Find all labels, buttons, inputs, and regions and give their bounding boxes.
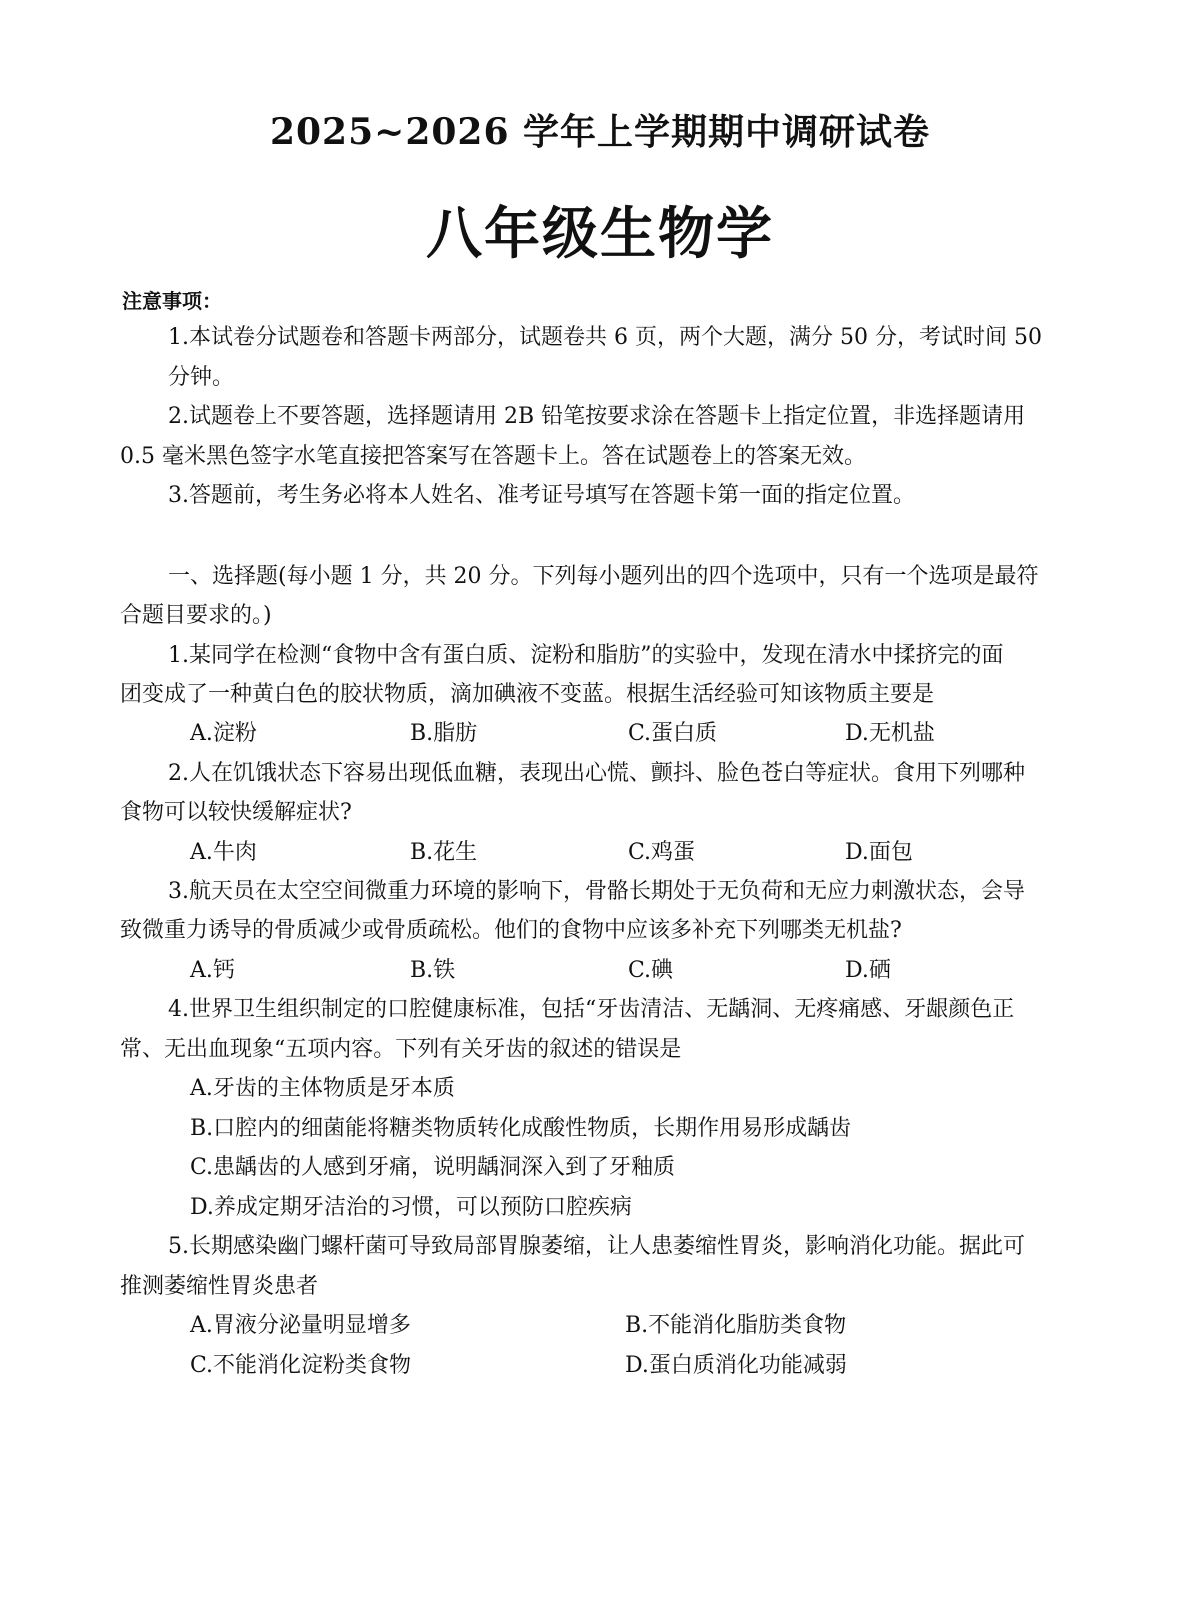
question-2-option-b: B.花生 (410, 840, 478, 865)
notice-item-1-line-2: 分钟。 (168, 365, 235, 390)
question-4-stem-line-1: 4.世界卫生组织制定的口腔健康标准，包括“牙齿清洁、无龋洞、无疼痛感、牙龈颜色正 (168, 997, 1015, 1022)
section-1-intro-line-2: 合题目要求的。) (120, 603, 272, 628)
question-1-stem-line-2: 团变成了一种黄白色的胶状物质，滴加碘液不变蓝。根据生活经验可知该物质主要是 (120, 682, 935, 707)
question-3-option-d: D.硒 (845, 958, 891, 983)
question-1-option-c: C.蛋白质 (628, 721, 718, 746)
question-4-option-c: C.患龋齿的人感到牙痛，说明龋洞深入到了牙釉质 (190, 1155, 676, 1180)
notice-item-2-line-2: 0.5 毫米黑色签字水笔直接把答案写在答题卡上。答在试题卷上的答案无效。 (120, 444, 866, 469)
question-5-stem-line-2: 推测萎缩性胃炎患者 (120, 1274, 319, 1299)
subject-title: 八年级生物学 (426, 201, 774, 267)
question-2-option-c: C.鸡蛋 (628, 840, 696, 865)
question-3-option-b: B.铁 (410, 958, 456, 983)
question-3-stem-line-1: 3.航天员在太空空间微重力环境的影响下，骨骼长期处于无负荷和无应力刺激状态，会导 (168, 879, 1025, 904)
exam-title: 2025~2026 学年上学期期中调研试卷 (269, 111, 931, 153)
question-5-option-b: B.不能消化脂肪类食物 (625, 1313, 847, 1338)
question-4-stem-line-2: 常、无出血现象“五项内容。下列有关牙齿的叙述的错误是 (120, 1037, 682, 1062)
question-2-stem-line-1: 2.人在饥饿状态下容易出现低血糖，表现出心慌、颤抖、脸色苍白等症状。食用下列哪种 (168, 761, 1025, 786)
notice-item-3: 3.答题前，考生务必将本人姓名、准考证号填写在答题卡第一面的指定位置。 (168, 483, 915, 508)
question-5-option-a: A.胃液分泌量明显增多 (190, 1313, 411, 1338)
question-3-option-a: A.钙 (190, 958, 235, 983)
notice-item-2-line-1: 2.试题卷上不要答题，选择题请用 2B 铅笔按要求涂在答题卡上指定位置，非选择题请用 (168, 404, 1026, 429)
question-5-stem-line-1: 5.长期感染幽门螺杆菌可导致局部胃腺萎缩，让人患萎缩性胃炎，影响消化功能。据此可 (168, 1234, 1025, 1259)
section-1-intro-line-1: 一、选择题(每小题 1 分，共 20 分。下列每小题列出的四个选项中，只有一个选项是最符 (168, 564, 1039, 589)
question-4-option-d: D.养成定期牙洁治的习惯，可以预防口腔疾病 (190, 1195, 632, 1220)
question-2-stem-line-2: 食物可以较快缓解症状? (120, 800, 352, 825)
question-1-option-d: D.无机盐 (845, 721, 935, 746)
notice-item-1-line-1: 1.本试卷分试题卷和答题卡两部分，试题卷共 6 页，两个大题，满分 50 分，考试时间 50 (168, 325, 1042, 350)
question-1-option-b: B.脂肪 (410, 721, 478, 746)
question-4-option-b: B.口腔内的细菌能将糖类物质转化成酸性物质，长期作用易形成龋齿 (190, 1116, 852, 1141)
question-2-option-d: D.面包 (845, 840, 913, 865)
question-3-stem-line-2: 致微重力诱导的骨质减少或骨质疏松。他们的食物中应该多补充下列哪类无机盐? (120, 918, 902, 943)
question-2-option-a: A.牛肉 (190, 840, 257, 865)
question-3-option-c: C.碘 (628, 958, 674, 983)
question-5-option-c: C.不能消化淀粉类食物 (190, 1353, 412, 1378)
question-1-option-a: A.淀粉 (190, 721, 257, 746)
question-5-option-d: D.蛋白质消化功能减弱 (625, 1353, 847, 1378)
question-4-option-a: A.牙齿的主体物质是牙本质 (190, 1076, 455, 1101)
notice-heading: 注意事项： (122, 289, 222, 313)
question-1-stem-line-1: 1.某同学在检测“食物中含有蛋白质、淀粉和脂肪”的实验中，发现在清水中揉挤完的面 (168, 643, 1004, 668)
